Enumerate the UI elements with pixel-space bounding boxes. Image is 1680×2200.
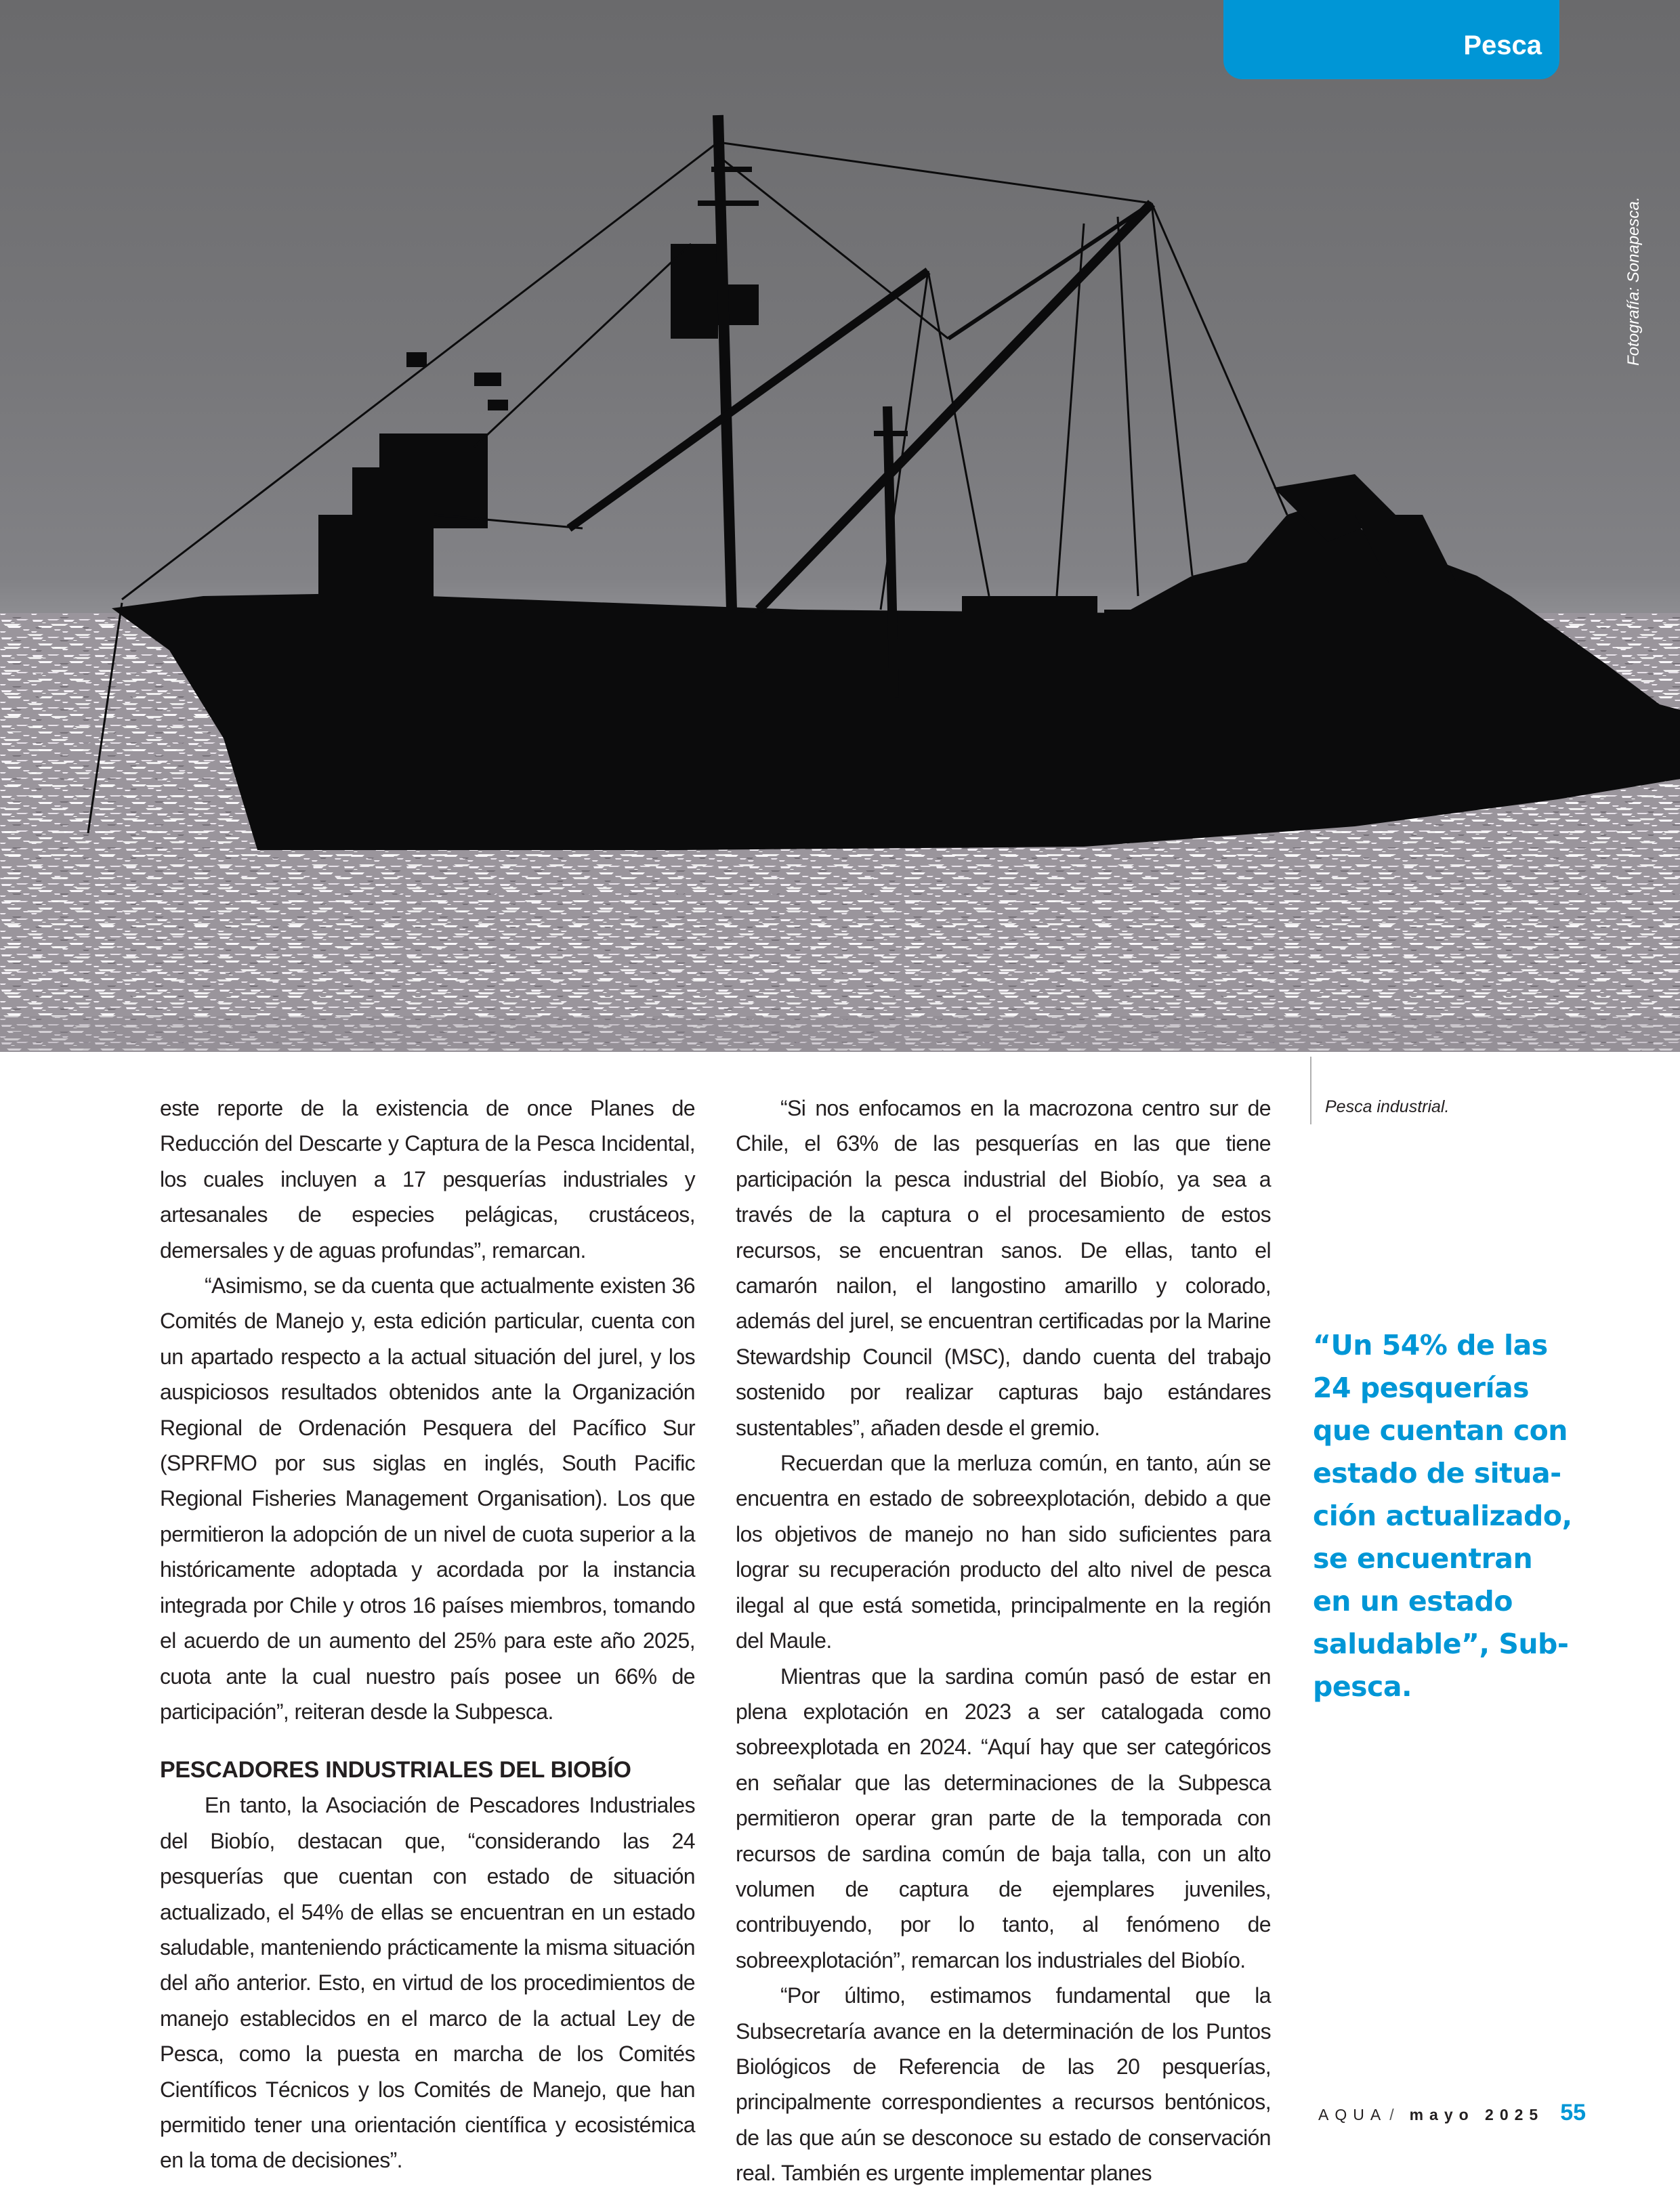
page-footer [1318,2100,1586,2134]
pull-quote-line: en un estado [1313,1585,1513,1617]
hero-photo [0,0,1680,1052]
magazine-name: AQUA [1318,2106,1387,2123]
pull-quote-line: se encuentran [1313,1542,1533,1575]
paragraph: este reporte de la existencia de once Planes de Reducción del Descarte y Captura de la Pesca Incidental, los cuales incluyen a 17 pesquerías industriales y artesanales de especies pelágicas, crustáceos, demersales y de aguas profundas”, remarcan. [160,1096,695,1263]
footer-separator: / [1389,2106,1400,2123]
paragraph: En tanto, la Asociación de Pescadores Industriales del Biobío, destacan que, “considerando las 24 pesquerías que cuentan con estado de situación actualizado, el 54% de ellas se encuentran en un estado saludable, manteniendo prácticamente la misma situación del año anterior. Esto, en virtud de los procedimientos de manejo establecidos en el marco de la actual Ley de Pesca, como la puesta en marcha de los Comités Científicos Técnicos y los Comités de Manejo, que han permitido tener una orientación científica y ecosistémica en la toma de decisiones”. [160,1793,695,2173]
paragraph: “Si nos enfocamos en la macrozona centro sur de Chile, el 63% de las pesquerías en las que tiene participación la pesca industrial del Biobío, ya sea a través de la captura o el procesamiento de estos recursos, se encuentran sanos. De ellas, tanto el camarón nailon, el langostino amarillo y colorado, además del jurel, se encuentran certificadas por la Marine Stewardship Council (MSC), dando cuenta del trabajo sostenido por realizar capturas bajo estándares sustentables”, añaden desde el gremio. [736,1096,1271,1440]
section-label: Pesca [1463,30,1542,60]
paragraph: “Por último, estimamos fundamental que la Subsecretaría avance en la determinación de los Puntos Biológicos de Referencia de las 20 pesquerías, principalmente correspondientes a recursos bentónicos, de las que aún se desconoce su estado de conservación real. También es urgente implementar planes [736,1983,1271,2186]
pull-quote-line: que cuentan con [1313,1414,1568,1447]
fishing-boat-silhouette-image [0,0,1680,1052]
article-column-2 [736,1091,1271,2191]
page-number: 55 [1560,2100,1587,2125]
pull-quote-line: 24 pesquerías [1313,1372,1530,1404]
pull-quote [1313,1324,1572,1708]
pull-quote-line: saludable”, Sub- [1313,1628,1569,1660]
photo-caption: Pesca industrial. [1325,1097,1450,1116]
paragraph: Mientras que la sardina común pasó de estar en plena explotación en 2023 a ser catalogada como sobreexplotada en 2024. “Aquí hay que ser categóricos en señalar que las determinaciones de la Subpesca permitieron operar gran parte de la temporada con recursos de sardina común de baja talla, con un alto volumen de captura de ejemplares juveniles, contribuyendo, por lo tanto, al fenómeno de sobreexplotación”, remarcan los industriales del Biobío. [736,1664,1271,1972]
pull-quote-line: pesca. [1313,1670,1412,1703]
issue-date: mayo 2025 [1409,2106,1545,2123]
paragraph: “Asimismo, se da cuenta que actualmente existen 36 Comités de Manejo y, esta edición particular, cuenta con un apartado respecto a la actual situación del jurel, y los auspiciosos resultados obtenidos ante la Organización Regional de Ordenación Pesquera del Pacífico Sur (SPRFMO por sus siglas en inglés, South Pacific Regional Fisheries Management Organisation). Los que permitieron la adopción de un nivel de cuota superior a la históricamente adoptada y acordada por la instancia integrada por Chile y otros 16 países miembros, tomando el acuerdo de un aumento del 25% para este año 2025, cuota ante la cual nuestro país posee un 66% de participación”, reiteran desde la Subpesca. [160,1273,695,1724]
section-tab [1223,0,1559,79]
article-column-1 [160,1091,695,2178]
subheading: PESCADORES INDUSTRIALES DEL BIOBÍO [160,1757,631,1783]
paragraph: Recuerdan que la merluza común, en tanto, aún se encuentra en estado de sobreexplotación, debido a que los objetivos de manejo no han sido suficientes para lograr su recuperación producto del alto nivel de pesca ilegal al que está sometida, principalmente en la región del Maule. [736,1451,1271,1653]
pull-quote-line: ción actualizado, [1313,1500,1572,1532]
pull-quote-line: “Un 54% de las [1313,1329,1548,1361]
pull-quote-line: estado de situa- [1313,1457,1561,1489]
photo-credit: Fotografía: Sonapesca. [1624,196,1643,366]
caption-rule [1310,1057,1311,1124]
